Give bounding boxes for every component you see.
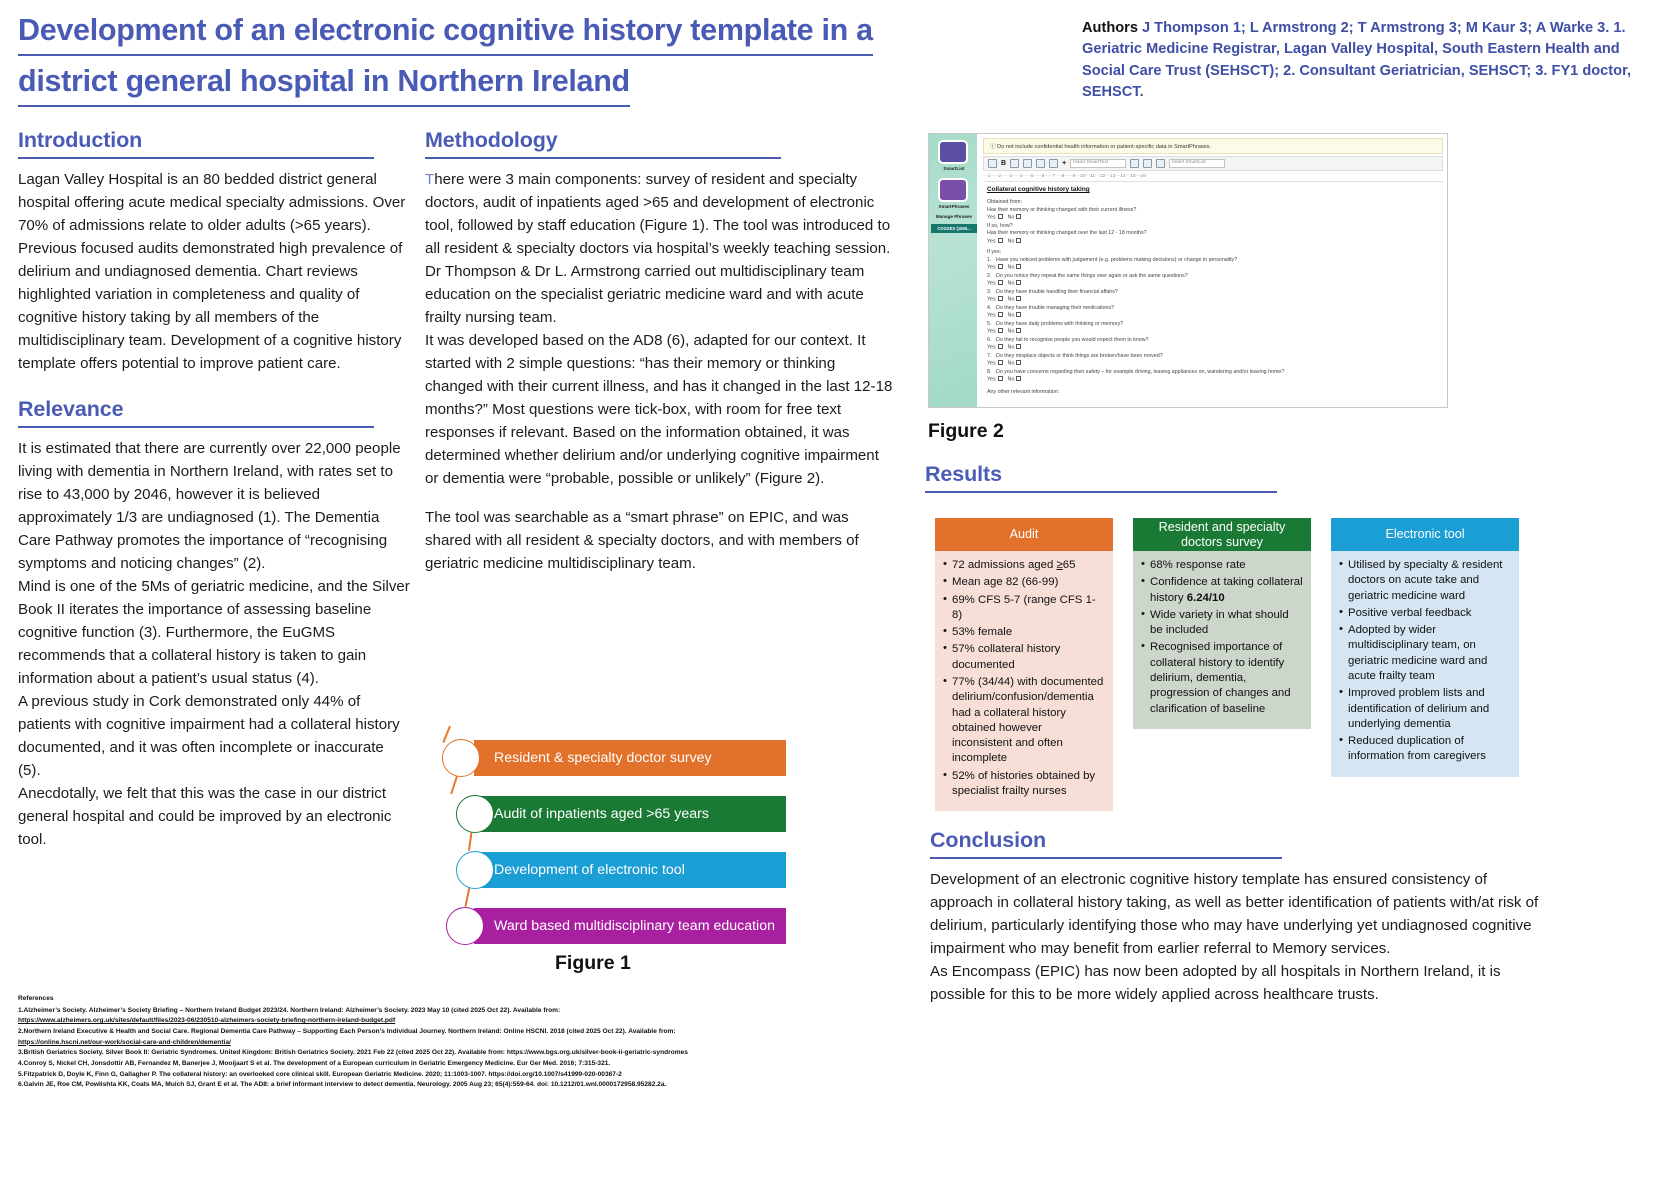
methodology-paragraph-2: It was developed based on the AD8 (6), adapted for our context. It started with 2 simple questions: “has their memory or thinking changed with their current illness, and has it changed in the last 12-18 months?” Most questions were tick-box, with room for free text responses if relevant. Based on the information obtained, it was determined whether delirium and/or underlying cognitive impairment or dementia were “probable, possible or unlikely” (Figure 2). bbox=[425, 332, 893, 488]
no-label: No bbox=[1007, 264, 1015, 271]
flow-bar-3 bbox=[474, 908, 786, 944]
no-label: No bbox=[1007, 344, 1015, 351]
results-item: • 53% female bbox=[943, 625, 1105, 640]
results-list bbox=[943, 558, 1105, 799]
epic-yesno-row bbox=[987, 296, 1443, 303]
epic-line: Obtained from: bbox=[987, 199, 1023, 205]
flow-step-label-0: Resident & specialty doctor survey bbox=[494, 750, 712, 766]
epic-footer-line: Any other relevant information: bbox=[987, 388, 1060, 395]
results-item: • Recognised importance of collateral history to identify delirium, dementia, progression of changes and clarification of baseline bbox=[1141, 640, 1303, 716]
table-icon[interactable] bbox=[1049, 159, 1058, 168]
phrase-tag[interactable]: COGSEX (1650... bbox=[931, 224, 977, 233]
yes-label: Yes bbox=[987, 214, 996, 221]
results-item: • 77% (34/44) with documented delirium/confusion/dementia had a collateral history obtained however inconsistent and often incomplete bbox=[943, 675, 1105, 767]
results-item: • Utilised by specialty & resident doctors on acute take and geriatric medicine ward bbox=[1339, 558, 1511, 604]
references-block bbox=[18, 994, 828, 1091]
results-box-audit bbox=[935, 518, 1113, 811]
results-item: • 57% collateral history documented bbox=[943, 642, 1105, 673]
relevance-paragraph-2: Mind is one of the 5Ms of geriatric medicine, and the Silver Book II iterates the importance of assessing baseline cognitive function (3). Furthermore, the EuGMS recommends that a collateral history is taken to gain information about a patient’s usual status (4). bbox=[18, 578, 410, 688]
epic-question: 6. Do they fail to recognise people you would expect them to know? bbox=[987, 336, 1149, 343]
flow-circle-2 bbox=[456, 851, 494, 889]
results-boxes bbox=[935, 518, 1530, 808]
no-checkbox[interactable] bbox=[1016, 344, 1021, 349]
flow-connector-0 bbox=[442, 726, 451, 744]
epic-warning-banner bbox=[983, 138, 1443, 154]
epic-question-text: Do they have trouble managing their medications? bbox=[996, 304, 1115, 311]
info-icon: ⓘ bbox=[990, 144, 996, 150]
references-heading: References bbox=[18, 995, 54, 1002]
epic-doc-title: Collateral cognitive history taking bbox=[987, 186, 1090, 193]
epic-question-text: Do you notice they repeat the same things over again or ask the same questions? bbox=[996, 272, 1188, 279]
reference-link[interactable]: https://online.hscni.net/our-work/social-care-and-children/dementia/ bbox=[18, 1038, 231, 1046]
epic-yesno-row bbox=[987, 328, 1443, 335]
no-label: No bbox=[1007, 328, 1015, 335]
epic-line: If so, how? bbox=[987, 222, 1013, 229]
epic-yesno-row bbox=[987, 312, 1443, 319]
no-checkbox[interactable] bbox=[1016, 238, 1021, 243]
yes-checkbox[interactable] bbox=[998, 376, 1003, 381]
results-item: • Adopted by wider multidisciplinary team, on geriatric medicine ward and acute frailty team bbox=[1339, 623, 1511, 684]
flow-step-label-2: Development of electronic tool bbox=[494, 862, 685, 878]
smartlist-label: SmartList bbox=[943, 166, 965, 171]
prev-icon[interactable] bbox=[1130, 159, 1139, 168]
page-title-line-1: Development of an electronic cognitive history template in a bbox=[18, 10, 873, 56]
epic-question-text: Do they have daily problems with thinking or memory? bbox=[996, 320, 1124, 327]
introduction-text bbox=[18, 168, 410, 375]
no-label: No bbox=[1007, 214, 1015, 221]
epic-document[interactable] bbox=[987, 186, 1443, 405]
yes-label: Yes bbox=[987, 296, 996, 303]
yes-checkbox[interactable] bbox=[998, 238, 1003, 243]
figure-1-caption: Figure 1 bbox=[555, 952, 631, 974]
results-item: • Wide variety in what should be included bbox=[1141, 608, 1303, 639]
no-checkbox[interactable] bbox=[1016, 328, 1021, 333]
epic-yesno-row bbox=[987, 264, 1443, 271]
yes-label: Yes bbox=[987, 264, 996, 271]
yes-label: Yes bbox=[987, 280, 996, 287]
epic-yesno-row bbox=[987, 214, 1443, 221]
results-item: • 69% CFS 5-7 (range CFS 1-8) bbox=[943, 593, 1105, 624]
epic-yesno-row bbox=[987, 238, 1443, 245]
flow-step-label-1: Audit of inpatients aged >65 years bbox=[494, 806, 709, 822]
results-item: • Confidence at taking collateral history 6.24/10 bbox=[1141, 575, 1303, 606]
conclusion-text bbox=[930, 868, 1550, 1006]
no-checkbox[interactable] bbox=[1016, 376, 1021, 381]
smartlist-icon[interactable] bbox=[938, 140, 968, 164]
yes-label: Yes bbox=[987, 238, 996, 245]
no-label: No bbox=[1007, 280, 1015, 287]
section-rule-conclusion bbox=[930, 857, 1282, 859]
yes-checkbox[interactable] bbox=[998, 296, 1003, 301]
methodology-dropcap: T bbox=[425, 171, 435, 188]
flow-circle-1 bbox=[456, 795, 494, 833]
epic-warning-text: Do not include confidential health information or patient-specific data in SmartPhrases. bbox=[997, 144, 1212, 150]
yes-label: Yes bbox=[987, 312, 996, 319]
reference-item: 4.Conroy S, Nickel CH, Jonsdottir AB, Fernandez M, Banerjee J, Mooijaart S et al. The development of a European curriculum in Geriatric Emergency Medicine. Eur Ger Med. 2016; 7:315-321. bbox=[18, 1060, 611, 1068]
epic-yesno-row bbox=[987, 344, 1443, 351]
epic-yesno-row bbox=[987, 280, 1443, 287]
epic-question-text: Do they misplace objects or think things are broken/have been moved? bbox=[996, 352, 1163, 359]
no-checkbox[interactable] bbox=[1016, 296, 1021, 301]
bold-button[interactable]: B bbox=[1001, 160, 1007, 167]
introduction-paragraph: Lagan Valley Hospital is an 80 bedded district general hospital offering acute medical specialty admissions. Over 70% of admissions relate to older adults (>65 years). Previous focused audits demonstrated high prevalence of delirium and undiagnosed dementia. Chart reviews highlighted variation in completeness and quality of cognitive history taking by all members of the multidisciplinary team. Development of a cognitive history template offers potential to improve patient care. bbox=[18, 171, 406, 373]
section-heading-conclusion: Conclusion bbox=[930, 828, 1047, 852]
no-checkbox[interactable] bbox=[1016, 264, 1021, 269]
relevance-paragraph-1: It is estimated that there are currently over 22,000 people living with dementia in Northern Ireland, with rates set to rise to 43,000 by 2046, however it is believed approximately 1/3 are undiagnosed (1). The Dementia Care Pathway promotes the importance of “recognising symptoms and noticing changes” (2). bbox=[18, 440, 401, 573]
flow-bar-0 bbox=[474, 740, 786, 776]
methodology-paragraph-1 bbox=[425, 168, 895, 329]
relevance-text bbox=[18, 437, 410, 851]
epic-main-pane bbox=[977, 134, 1447, 407]
results-box-survey bbox=[1133, 518, 1311, 729]
section-rule-methodology bbox=[425, 157, 781, 159]
yes-checkbox[interactable] bbox=[998, 328, 1003, 333]
results-item: • Reduced duplication of information from caregivers bbox=[1339, 734, 1511, 765]
smartphrases-label: SmartPhrases bbox=[938, 204, 970, 209]
section-rule-relevance bbox=[18, 426, 374, 428]
results-item-text: 72 admissions aged ≥65 bbox=[952, 559, 1076, 571]
epic-question-text: Do you have concerns regarding their safety – for example driving, leaving appliances on, wandering and/or leaving home? bbox=[996, 368, 1285, 375]
yes-checkbox[interactable] bbox=[998, 360, 1003, 365]
column-middle bbox=[425, 128, 895, 575]
authors-affiliations: 1. Geriatric Medicine Registrar, Lagan Valley Hospital, South Eastern Health and Social Care Trust (SEHSCT); 2. Consultant Geriatrician, SEHSCT; 3. FY1 doctor, SEHSCT. bbox=[1082, 20, 1632, 101]
results-box-header bbox=[1133, 518, 1311, 551]
section-heading-results: Results bbox=[925, 462, 1002, 486]
epic-question-text: Have you noticed problems with judgement (e.g. problems making decisions) or change in personality? bbox=[996, 256, 1238, 263]
results-box-title: Resident and specialty doctors survey bbox=[1158, 520, 1286, 549]
format-icon[interactable] bbox=[988, 159, 997, 168]
results-box-title: Electronic tool bbox=[1385, 527, 1465, 542]
results-item bbox=[943, 558, 1105, 573]
epic-question-text: Do they fail to recognise people you would expect them to know? bbox=[996, 336, 1149, 343]
no-label: No bbox=[1007, 312, 1015, 319]
poster-header bbox=[0, 0, 1677, 130]
reference-item: 3.British Geriatrics Society. Silver Book II: Geriatric Syndromes. United Kingdom: British Geriatrics Society. 2021 Feb 22 (cited 2025 Oct 22). Available from: https://www.bgs.org.uk/silver-book-ii-geriatric-syndromes bbox=[18, 1049, 688, 1057]
epic-ruler: ⋅⋅⋅1⋅⋅⋅⋅⋅2⋅⋅⋅⋅⋅3⋅⋅⋅⋅⋅4⋅⋅⋅⋅⋅5⋅⋅⋅⋅⋅6⋅⋅⋅⋅⋅7⋅⋅⋅⋅8⋅⋅⋅⋅⋅9⋅⋅⋅10⋅⋅⋅11⋅⋅⋅12⋅⋅⋅13⋅⋅⋅14⋅⋅⋅15⋅⋅⋅16⋅ bbox=[983, 173, 1443, 182]
results-list bbox=[1339, 558, 1511, 765]
results-list bbox=[1141, 558, 1303, 717]
epic-question: 4. Do they have trouble managing their medications? bbox=[987, 304, 1115, 311]
conclusion-section bbox=[930, 828, 1550, 1006]
epic-yesno-row bbox=[987, 360, 1443, 367]
results-box-header bbox=[1331, 518, 1519, 551]
insert-smarttext-field[interactable]: Insert SmartText bbox=[1070, 159, 1126, 168]
figure-1-flowchart bbox=[432, 740, 802, 950]
add-icon[interactable]: + bbox=[1062, 160, 1067, 167]
results-item: • 68% response rate bbox=[1141, 558, 1303, 573]
epic-question: 8. Do you have concerns regarding their safety – for example driving, leaving appliances on, wandering and/or leaving home? bbox=[987, 368, 1285, 375]
yes-label: Yes bbox=[987, 344, 996, 351]
results-box-header bbox=[935, 518, 1113, 551]
yes-checkbox[interactable] bbox=[998, 214, 1003, 219]
no-checkbox[interactable] bbox=[1016, 280, 1021, 285]
column-right-results bbox=[925, 462, 1660, 502]
epic-question: 7. Do they misplace objects or think things are broken/have been moved? bbox=[987, 352, 1163, 359]
section-rule-introduction bbox=[18, 157, 374, 159]
smartphrases-icon[interactable] bbox=[938, 178, 968, 202]
epic-toolbar bbox=[983, 156, 1443, 171]
list-icon[interactable] bbox=[1156, 159, 1165, 168]
epic-question: 2. Do you notice they repeat the same things over again or ask the same questions? bbox=[987, 272, 1188, 279]
authors-names: J Thompson 1; L Armstrong 2; T Armstrong 3; M Kaur 3; A Warke 3. bbox=[1137, 20, 1610, 36]
redo-icon[interactable] bbox=[1023, 159, 1032, 168]
yes-checkbox[interactable] bbox=[998, 280, 1003, 285]
reference-link[interactable]: https://www.alzheimers.org.uk/sites/default/files/2023-06/230510-alzheimers-society-briefing-northern-ireland-budget.pdf bbox=[18, 1017, 396, 1025]
epic-question-text: Do they have trouble handling their financial affairs? bbox=[996, 288, 1118, 295]
relevance-paragraph-3: A previous study in Cork demonstrated only 44% of patients with cognitive impairment had a collateral history documented, and it was often incomplete or inaccurate (5). bbox=[18, 693, 400, 780]
insert-smartlist-field[interactable]: Insert SmartList bbox=[1169, 159, 1225, 168]
figure-2-epic-screenshot bbox=[928, 133, 1448, 408]
section-heading-relevance: Relevance bbox=[18, 397, 124, 422]
section-heading-introduction: Introduction bbox=[18, 128, 143, 152]
reference-item: 2.Northern Ireland Executive & Health and Social Care. Regional Dementia Care Pathway – Supporting Each Person’s Individual Journey. Northern Ireland: Online HSCNI. 2018 (cited 2025 Oct 22). Available from: bbox=[18, 1028, 676, 1036]
results-item: • 52% of histories obtained by specialist frailty nurses bbox=[943, 769, 1105, 800]
reference-item: 1.Alzheimer’s Society. Alzheimer’s Society Briefing – Northern Ireland Budget 2023/24. Northern Ireland: Alzheimer’s Society. 2023 May 10 (cited 2025 Oct 22). Available from: bbox=[18, 1006, 561, 1014]
page-title bbox=[18, 10, 1058, 112]
figure-2-caption: Figure 2 bbox=[928, 420, 1004, 442]
authors-label: Authors bbox=[1082, 20, 1138, 36]
no-checkbox[interactable] bbox=[1016, 214, 1021, 219]
authors-block bbox=[1082, 18, 1660, 104]
methodology-paragraph-1-body: here were 3 main components: survey of resident and specialty doctors, audit of inpatients aged >65 and development of electronic tool, followed by staff education (Figure 1). The tool was introduced to all resident & specialty doctors via hospital’s weekly teaching session. Dr Thompson & Dr L. Armstrong carried out multidisciplinary team education on the specialist geriatric medicine ward and with acute frailty nursing team. bbox=[425, 171, 891, 327]
reference-item: 5.Fitzpatrick D, Doyle K, Finn G, Gallagher P. The collateral history: an overlooked core clinical skill. European Geriatric Medicine. 2020; 11:1003-1007. https://doi.org/10.1007/s41999-020-00367-2 bbox=[18, 1070, 622, 1078]
epic-line: Has their memory or thinking changed over the last 12 - 18 months? bbox=[987, 230, 1147, 237]
no-checkbox[interactable] bbox=[1016, 312, 1021, 317]
results-box-body bbox=[1331, 551, 1519, 777]
conclusion-paragraph-1: Development of an electronic cognitive history template has ensured consistency of approach in collateral history taking, as well as better identification of patients with/at risk of delirium, particularly identifying those who may have underlying yet undiagnosed cognitive impairment who may benefit from earlier referral to Memory services. bbox=[930, 871, 1539, 958]
results-box-body bbox=[1133, 551, 1311, 729]
no-label: No bbox=[1007, 296, 1015, 303]
results-item: • Mean age 82 (66-99) bbox=[943, 575, 1105, 590]
yes-label: Yes bbox=[987, 328, 996, 335]
search-icon[interactable] bbox=[1010, 159, 1019, 168]
yes-label: Yes bbox=[987, 376, 996, 383]
no-label: No bbox=[1007, 238, 1015, 245]
epic-sidebar bbox=[929, 134, 977, 408]
no-label: No bbox=[1007, 360, 1015, 367]
epic-question: 1. Have you noticed problems with judgement (e.g. problems making decisions) or change in personality? bbox=[987, 256, 1238, 263]
yes-checkbox[interactable] bbox=[998, 344, 1003, 349]
conclusion-paragraph-2: As Encompass (EPIC) has now been adopted by all hospitals in Northern Ireland, it is possible for this to be more widely applied across healthcare trusts. bbox=[930, 963, 1501, 1004]
flow-bar-2 bbox=[474, 852, 786, 888]
no-label: No bbox=[1007, 376, 1015, 383]
yes-checkbox[interactable] bbox=[998, 312, 1003, 317]
yes-checkbox[interactable] bbox=[998, 264, 1003, 269]
methodology-paragraph-3: The tool was searchable as a “smart phrase” on EPIC, and was shared with all resident & specialty doctors, and with members of geriatric medicine multidisciplinary team. bbox=[425, 509, 859, 573]
flow-step-label-3: Ward based multidisciplinary team education bbox=[494, 918, 775, 934]
flow-circle-3 bbox=[446, 907, 484, 945]
undo-icon[interactable] bbox=[1036, 159, 1045, 168]
epic-line: If yes: bbox=[987, 249, 1002, 256]
epic-question: 3. Do they have trouble handling their financial affairs? bbox=[987, 288, 1118, 295]
relevance-paragraph-4: Anecdotally, we felt that this was the case in our district general hospital and could be improved by an electronic tool. bbox=[18, 785, 392, 849]
section-heading-methodology: Methodology bbox=[425, 128, 558, 152]
epic-line: Has their memory or thinking changed with their current illness? bbox=[987, 206, 1137, 213]
epic-question: 5. Do they have daily problems with thinking or memory? bbox=[987, 320, 1124, 327]
manage-phrases-label[interactable]: Manage Phrases bbox=[935, 214, 973, 219]
results-box-electronic-tool bbox=[1331, 518, 1519, 777]
section-rule-results bbox=[925, 491, 1277, 493]
results-box-title: Audit bbox=[1009, 527, 1039, 542]
results-box-body bbox=[935, 551, 1113, 811]
page-title-line-2: district general hospital in Northern Ireland bbox=[18, 61, 630, 107]
results-item: • Improved problem lists and identification of delirium and underlying dementia bbox=[1339, 686, 1511, 732]
flow-bar-1 bbox=[474, 796, 786, 832]
yes-label: Yes bbox=[987, 360, 996, 367]
methodology-text bbox=[425, 168, 895, 575]
no-checkbox[interactable] bbox=[1016, 360, 1021, 365]
next-icon[interactable] bbox=[1143, 159, 1152, 168]
epic-yesno-row bbox=[987, 376, 1443, 383]
column-left bbox=[18, 128, 410, 851]
results-item: • Positive verbal feedback bbox=[1339, 606, 1511, 621]
reference-item: 6.Galvin JE, Roe CM, Powlishta KK, Coats MA, Muich SJ, Grant E et al. The AD8: a brief informant interview to detect dementia. Neurology. 2005 Aug 23; 65(4):559-64. doi: 10.1212/01.wnl.0000172958.95282.2a. bbox=[18, 1081, 667, 1089]
flow-circle-0 bbox=[442, 739, 480, 777]
